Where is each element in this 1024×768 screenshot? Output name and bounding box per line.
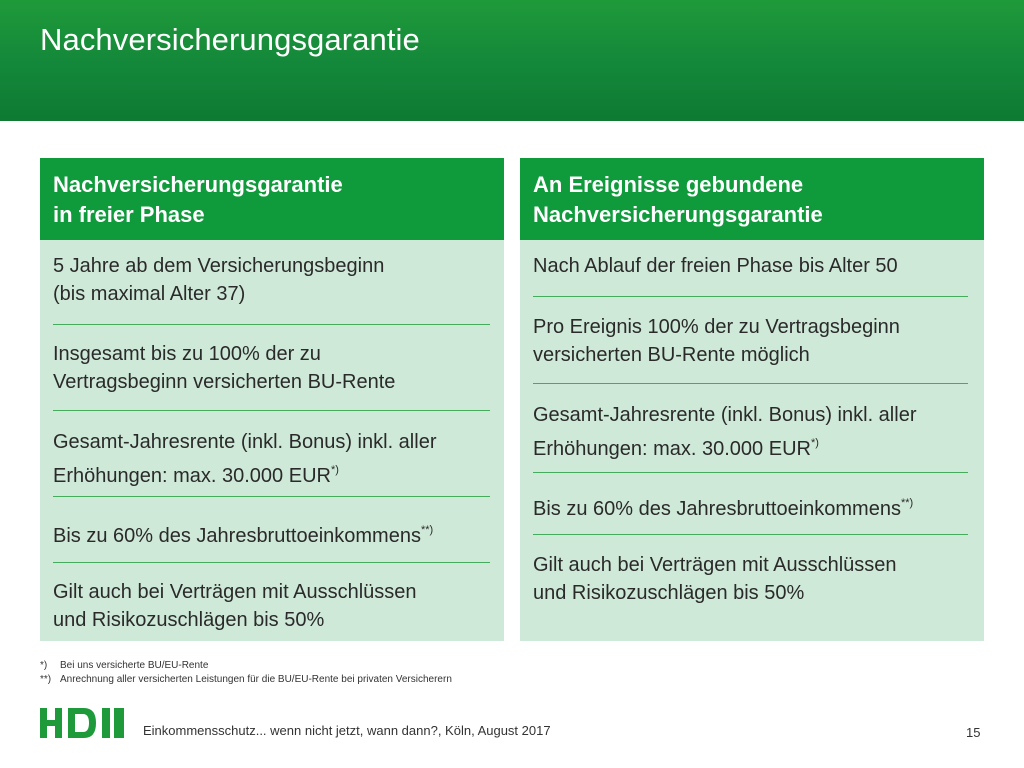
right-item-3-footnote-mark: *) (810, 437, 819, 449)
left-item-2-line1: Insgesamt bis zu 100% der zu (53, 343, 321, 365)
left-item-2-line2: Vertragsbeginn versicherten BU-Rente (53, 371, 396, 393)
left-heading-line2: in freier Phase (53, 202, 205, 227)
left-item-1-line2: (bis maximal Alter 37) (53, 283, 246, 305)
left-divider-4 (53, 562, 490, 563)
right-divider-2 (533, 383, 968, 384)
right-panel (520, 158, 984, 641)
left-item-5 (53, 578, 417, 634)
left-item-4 (53, 516, 433, 550)
page-number: 15 (966, 725, 981, 740)
footnote-1-mark: *) (40, 660, 48, 671)
right-item-4-line1: Bis zu 60% des Jahresbruttoeinkommens (533, 498, 901, 520)
right-item-1-line1: Nach Ablauf der freien Phase bis Alter 50 (533, 255, 898, 277)
left-heading-line1: Nachversicherungsgarantie (53, 172, 343, 197)
footnote-1-text: Bei uns versicherte BU/EU-Rente (60, 660, 209, 671)
right-item-3 (533, 401, 916, 463)
footnote-1 (40, 660, 208, 671)
footnote-2 (40, 674, 452, 685)
left-item-4-footnote-mark: **) (420, 524, 434, 536)
right-item-2-line2: versicherten BU-Rente möglich (533, 344, 810, 366)
right-item-5 (533, 551, 897, 607)
footnote-2-mark: **) (40, 674, 52, 685)
right-item-3-line2: Erhöhungen: max. 30.000 EUR (533, 438, 811, 460)
left-divider-3 (53, 496, 490, 497)
right-heading-line1: An Ereignisse gebundene (533, 172, 804, 197)
right-item-5-line1: Gilt auch bei Verträgen mit Ausschlüssen (533, 554, 897, 576)
left-item-5-line2: und Risikozuschlägen bis 50% (53, 609, 325, 631)
footnote-2-text: Anrechnung aller versicherten Leistungen für die BU/EU-Rente bei privaten Versicherern (60, 674, 452, 685)
left-panel-heading (40, 158, 504, 240)
hdi-logo (40, 708, 124, 738)
right-divider-4 (533, 534, 968, 535)
header-banner (0, 0, 1024, 121)
left-item-3 (53, 428, 436, 490)
right-item-4 (533, 489, 913, 523)
left-item-4-line1: Bis zu 60% des Jahresbruttoeinkommens (53, 525, 421, 547)
right-panel-heading (520, 158, 984, 240)
right-heading-line2: Nachversicherungsgarantie (533, 202, 823, 227)
left-divider-2 (53, 410, 490, 411)
right-item-2 (533, 313, 900, 369)
right-item-3-line1: Gesamt-Jahresrente (inkl. Bonus) inkl. aller (533, 404, 917, 426)
left-item-3-line1: Gesamt-Jahresrente (inkl. Bonus) inkl. aller (53, 431, 437, 453)
left-item-1 (53, 252, 384, 308)
left-item-3-line2: Erhöhungen: max. 30.000 EUR (53, 465, 331, 487)
left-item-3-footnote-mark: *) (330, 464, 339, 476)
left-divider-1 (53, 324, 490, 325)
right-item-4-footnote-mark: **) (900, 497, 914, 509)
page-title: Nachversicherungsgarantie (40, 22, 420, 57)
right-divider-3 (533, 472, 968, 473)
left-item-2 (53, 340, 395, 396)
left-item-1-line1: 5 Jahre ab dem Versicherungsbeginn (53, 255, 385, 277)
right-divider-1 (533, 296, 968, 297)
left-panel (40, 158, 504, 641)
footer-text: Einkommensschutz... wenn nicht jetzt, wann dann?, Köln, August 2017 (143, 723, 551, 738)
right-item-5-line2: und Risikozuschlägen bis 50% (533, 582, 805, 604)
left-item-5-line1: Gilt auch bei Verträgen mit Ausschlüssen (53, 581, 417, 603)
right-item-1 (533, 252, 898, 280)
right-item-2-line1: Pro Ereignis 100% der zu Vertragsbeginn (533, 316, 900, 338)
